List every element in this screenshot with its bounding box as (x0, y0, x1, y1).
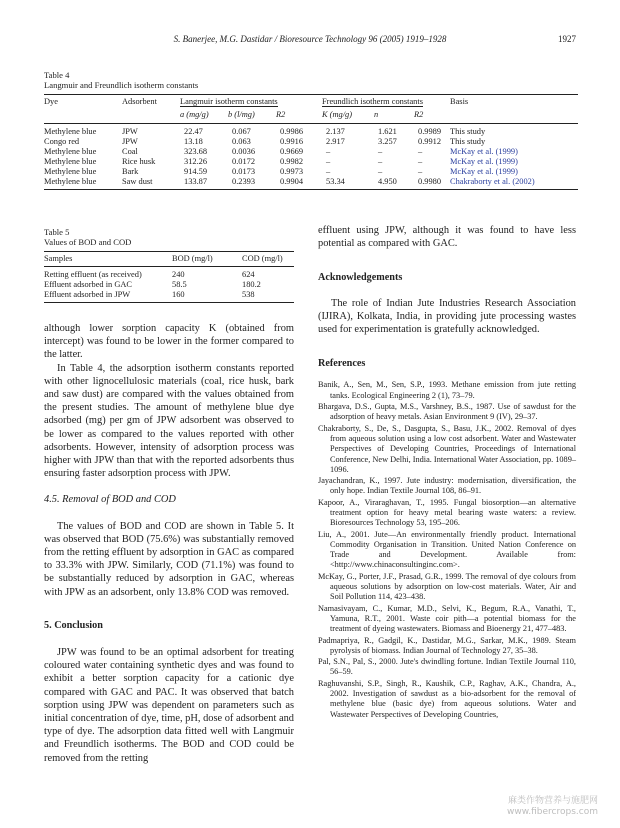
paragraph: JPW was found to be an optimal adsorbent for treating coloured water containing synthetic dyes and was found to exhibit a better sorption capacity for a cationic dye compared with GAC and PAC. It was observed that batch sorption using JPW was dependent on parameters such as initial concentration of dye, time, pH, dose of adsorbent and type of dye. The adsorption data fitted well with Langmuir and Freundlich isotherms. The BOD and COD could be removed from the retting (44, 647, 294, 764)
table-cell: 22.47 (184, 127, 203, 136)
table-cell: 240 (172, 270, 185, 279)
table-cell: 0.9904 (276, 177, 322, 190)
paragraph: effluent using JPW, although it was found to have less potential as compared with GAC. (318, 225, 576, 250)
table-4-title: Langmuir and Freundlich isotherm constants (44, 80, 199, 90)
reference-item: Namasivayam, C., Kumar, M.D., Selvi, K., Begum, R.A., Vanathi, T., Yamuna, R.T., 2001. Waste coir pith—a potential biomass for the treatment of dyeing wastewaters. Biomass and Bioenergy 21, 477–483. (318, 603, 576, 634)
table-cell: 312.26 (184, 157, 208, 166)
reference-item: Kapoor, A., Viraraghavan, T., 1995. Fungal biosorption—an alternative treatment option for heavy metal bearing waste waters: a review. Bioresources Technology 53, 195–206. (318, 497, 576, 528)
page-number: 1927 (558, 34, 576, 44)
reference-item: Liu, A., 2001. Jute—An environmentally friendly product. International Commodity Organisation in Transition. United Nation Conference on Trade and Development. Available from: <http://www.chinaconsultinginc.com>. (318, 529, 576, 570)
reference-item: Bhargava, D.S., Gupta, M.S., Varshney, B.S., 1987. Use of sawdust for the adsorption of heavy metals. Asian Environment 9 (IV), 29–37. (318, 402, 576, 422)
table-4-label: Table 4 (44, 70, 70, 80)
table-cell: 4.950 (374, 177, 414, 190)
table-cell: – (418, 157, 423, 166)
reference-item: Banik, A., Sen, M., Sen, S.P., 1993. Methane emission from jute retting tanks. Ecological Engineering 2 (1), 73–79. (318, 380, 576, 400)
right-column (318, 224, 576, 721)
table-row (44, 137, 578, 147)
left-column (44, 322, 294, 765)
table-5-label: Table 5 (44, 227, 70, 237)
table-cell: Methylene blue (44, 127, 97, 136)
table-4 (44, 70, 578, 190)
table-cell: – (378, 147, 383, 156)
table-cell: Rice husk (122, 157, 156, 166)
col-samples: Samples (44, 252, 172, 267)
col-cod: COD (mg/l) (242, 252, 294, 267)
paragraph: although lower sorption capacity K (obtained from intercept) was found to be lower in the former compared to the latter. (44, 323, 294, 361)
table-cell: 3.257 (378, 137, 397, 146)
acknowledgements-text: The role of Indian Jute Industries Research Association (IJIRA), Kolkata, India, in providing jute processing wastes used for experimentation is gratefully acknowledged. (318, 297, 576, 336)
section-heading-conclusion: 5. Conclusion (44, 619, 103, 631)
table-cell: 53.34 (322, 177, 374, 190)
col-adsorbent: Adsorbent (122, 95, 180, 110)
table-row (44, 267, 294, 281)
table-row (44, 147, 578, 157)
table-cell: Retting effluent (as received) (44, 270, 142, 279)
col-dye: Dye (44, 95, 122, 110)
table-cell: – (378, 167, 383, 176)
table-cell: 0.2393 (228, 177, 276, 190)
table-cell: McKay et al. (1999) (450, 167, 518, 176)
table-cell: This study (450, 137, 486, 146)
table-cell: 2.917 (326, 137, 345, 146)
table-cell: 0.9973 (280, 167, 304, 176)
table-cell: McKay et al. (1999) (450, 157, 518, 166)
watermark-line-1: 麻类作物营养与施肥网 (507, 796, 598, 806)
sub-a: a (mg/g) (180, 109, 228, 124)
acknowledgements-heading: Acknowledgements (318, 272, 403, 284)
table-5 (44, 227, 294, 303)
table-cell: 0.9982 (280, 157, 304, 166)
table-cell: Methylene blue (44, 147, 97, 156)
table-cell: 0.063 (232, 137, 251, 146)
table-cell: Coal (122, 147, 138, 156)
reference-item: Pal, S.N., Pal, S., 2000. Jute's dwindling fortune. Indian Textile Journal 110, 56–59. (318, 657, 576, 677)
table-cell: 323.68 (184, 147, 208, 156)
running-title: S. Banerjee, M.G. Dastidar / Bioresource Technology 96 (2005) 1919–1928 (173, 34, 447, 44)
paragraph: The values of BOD and COD are shown in Table 5. It was observed that BOD (75.6%) was substantially removed from the retting effluent by adsorption in GAC as compared to 33.3% with JPW. Similarly, COD (71.1%) was found to be substantially reduced by adsorption in GAC, whereas with JPW as an adsorbent, only 13.8% COD was removed. (44, 520, 294, 598)
watermark-line-2: www.fibercrops.com (507, 807, 598, 817)
table-cell: This study (450, 127, 486, 136)
table-cell: 133.87 (180, 177, 228, 190)
table-cell: Saw dust (122, 177, 180, 190)
table-cell: – (326, 147, 331, 156)
table-cell: 0.067 (232, 127, 251, 136)
table-cell: 58.5 (172, 280, 187, 289)
table-row (44, 177, 578, 190)
table-cell: 13.18 (184, 137, 203, 146)
table-row (44, 290, 294, 303)
sub-n: n (374, 109, 414, 124)
table-cell: 0.0172 (232, 157, 256, 166)
bod-cod-table (44, 251, 294, 303)
table-cell: 0.9986 (280, 127, 304, 136)
table-cell: 0.0173 (232, 167, 256, 176)
sub-r2-langmuir: R2 (276, 109, 322, 124)
watermark (507, 796, 598, 818)
reference-item: Jayachandran, K., 1997. Jute industry: modernisation, diversification, the only hope. Indian Textile Journal 108, 86–91. (318, 476, 576, 496)
table-cell: Methylene blue (44, 157, 97, 166)
table-cell: Effluent adsorbed in GAC (44, 280, 132, 289)
table-cell: – (326, 167, 331, 176)
table-cell: JPW (122, 127, 138, 136)
col-basis: Basis (450, 95, 578, 110)
reference-item: McKay, G., Porter, J.F., Prasad, G.R., 1999. The removal of dye colours from aqueous solutions by adsorption on low-cost materials. Water, Air and Soil Pollution 114, 423–438. (318, 571, 576, 602)
table-cell: – (418, 147, 423, 156)
table-cell: 2.137 (326, 127, 345, 136)
sub-k: K (mg/g) (322, 109, 374, 124)
table-cell: Bark (122, 167, 139, 176)
col-langmuir: Langmuir isotherm constants (180, 95, 322, 110)
col-freundlich: Freundlich isotherm constants (322, 95, 450, 110)
reference-item: Chakraborty, S., De, S., Dasgupta, S., Basu, J.K., 2002. Removal of dyes from aqueous solution using a low cost adsorbent. Water and Wastewater Perspectives of Developing Countries, Proceedings of International Conference, New Delhi, India. International Water Association, pp. 1089–1096. (318, 423, 576, 474)
reference-item: Raghuvanshi, S.P., Singh, R., Kaushik, C.P., Raghav, A.K., Chandra, A., 2002. Investigation of sawdust as a bio-adsorbent for the removal of methylene blue (basic dye) from aqueous solutions. Water and Wastewater Perspectives of Developing Countries, (318, 678, 576, 719)
isotherm-constants-table (44, 94, 578, 190)
table-row (44, 280, 294, 290)
section-heading-4-5: 4.5. Removal of BOD and COD (44, 494, 176, 506)
table-cell: Congo red (44, 137, 80, 146)
table-cell: Methylene blue (44, 177, 122, 190)
table-cell: 0.9669 (280, 147, 304, 156)
table-cell: 0.0036 (232, 147, 256, 156)
sub-b: b (l/mg) (228, 109, 276, 124)
table-cell: 624 (242, 270, 255, 279)
table-cell: – (378, 157, 383, 166)
table-cell: 914.59 (184, 167, 208, 176)
running-header (44, 34, 576, 48)
table-cell: Chakraborty et al. (2002) (450, 177, 578, 190)
table-cell: 0.9912 (418, 137, 442, 146)
paragraph: In Table 4, the adsorption isotherm constants reported with other lignocellulosic materials (coal, rice husk, bark and saw dust) are compared with the values obtained from the present studies. The amount of methylene blue dye adsorbed (mg) per gm of JPW adsorbent was observed to be lower as compared to the values reported with other adsorbents. However, intensity of adsorption process was higher with JPW than that with the reported adsorbents thus ensuring faster adsorption process with JPW. (44, 362, 294, 480)
col-bod: BOD (mg/l) (172, 252, 242, 267)
table-row (44, 157, 578, 167)
table-cell: – (326, 157, 331, 166)
table-5-title: Values of BOD and COD (44, 237, 132, 247)
table-cell: 180.2 (242, 280, 261, 289)
reference-list (318, 380, 576, 720)
table-cell: 0.9980 (414, 177, 450, 190)
table-cell: – (418, 167, 423, 176)
sub-r2-freundlich: R2 (414, 109, 450, 124)
table-cell: JPW (122, 137, 138, 146)
table-cell: Effluent adsorbed in JPW (44, 290, 172, 303)
table-cell: 538 (242, 290, 294, 303)
table-cell: Methylene blue (44, 167, 97, 176)
table-cell: 0.9916 (280, 137, 304, 146)
reference-item: Padmapriya, R., Gadgil, K., Dastidar, M.G., Sarkar, M.K., 1989. Steam pyrolysis of biomass. Indian Journal of Technology 27, 35–38. (318, 635, 576, 655)
table-cell: 160 (172, 290, 242, 303)
table-cell: 1.621 (378, 127, 397, 136)
references-heading: References (318, 358, 366, 370)
table-cell: 0.9989 (418, 127, 442, 136)
table-row (44, 167, 578, 177)
table-cell: McKay et al. (1999) (450, 147, 518, 156)
table-row (44, 124, 578, 138)
